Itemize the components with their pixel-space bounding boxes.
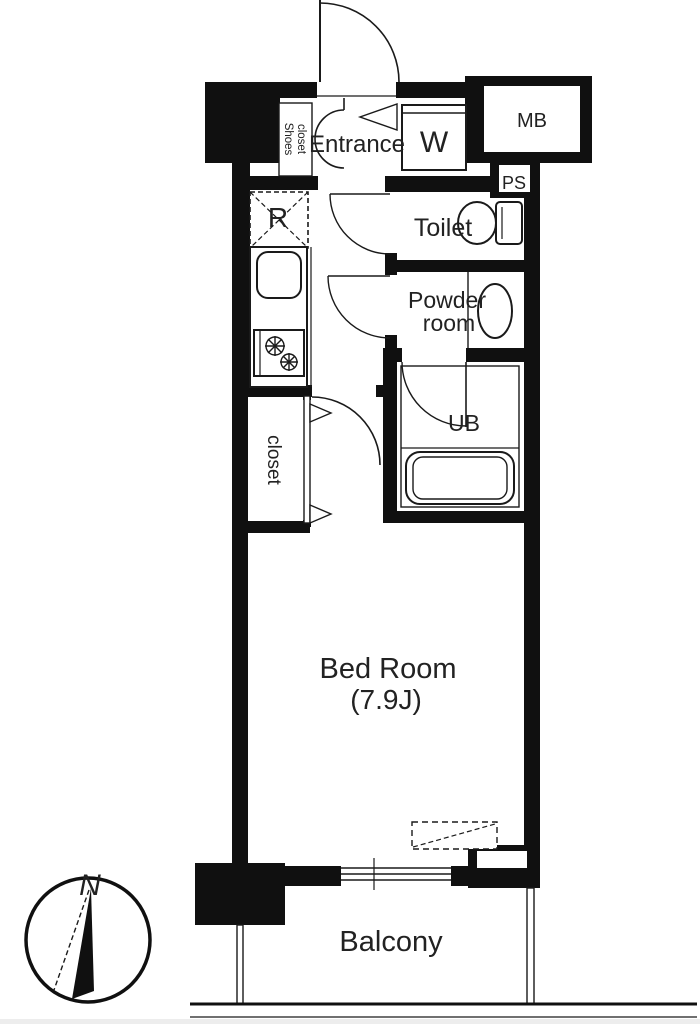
label-unit-bath: UB: [448, 410, 480, 436]
wall: [232, 388, 248, 868]
bathtub-inner-line: [413, 457, 507, 499]
closet-folding-door-marker: [310, 404, 331, 422]
wall: [205, 82, 280, 163]
wall: [376, 385, 397, 397]
label-balcony: Balcony: [339, 926, 443, 958]
bedroom-door-swing-arc: [312, 397, 380, 465]
burner-icon: [265, 336, 285, 356]
wall: [271, 82, 317, 98]
label-entrance: Entrance: [308, 131, 406, 158]
wall: [396, 82, 470, 98]
balcony-left-wall: [237, 925, 243, 1004]
bathtub-icon: [406, 452, 514, 504]
label-shoes-closet-line2: closet: [295, 123, 307, 155]
unit-bath-inner-border: [401, 366, 519, 507]
closet-folding-door-marker: [310, 505, 331, 523]
toilet-tank-icon: [496, 202, 522, 244]
entrance-step-marker: [360, 104, 397, 130]
compass-north-label: N: [79, 869, 101, 902]
wall-right: [524, 196, 540, 868]
walls: [195, 76, 592, 925]
wall: [248, 866, 341, 886]
wall: [248, 521, 310, 533]
label-washer: W: [419, 126, 449, 159]
doors: [312, 194, 390, 465]
wall: [383, 511, 524, 523]
entrance-door-swing-arc: [320, 3, 399, 82]
kitchen-counter: [250, 247, 307, 387]
wall: [466, 348, 524, 362]
wall: [385, 335, 397, 362]
wall: [250, 176, 318, 190]
window-opening: [341, 863, 451, 887]
balcony-partition-slot: [477, 851, 527, 868]
powder-door-swing-arc: [328, 276, 390, 338]
label-shoes-closet-line1: Shoes: [282, 122, 294, 156]
label-toilet: Toilet: [413, 214, 473, 242]
wall: [232, 163, 250, 388]
label-closet: closet: [263, 435, 284, 485]
label-bedroom-line2: (7.9J): [350, 684, 422, 715]
closet-area: [304, 396, 331, 523]
label-powder-line2: room: [422, 310, 476, 336]
label-bedroom-line1: Bed Room: [319, 653, 457, 685]
image-bottom-edge: [0, 1019, 700, 1024]
closet-wall-double-line: [304, 396, 310, 523]
label-pipe-space: PS: [501, 173, 527, 193]
toilet-door-swing-arc: [330, 194, 390, 254]
label-meter-box: MB: [517, 110, 547, 132]
balcony-right-wall: [527, 888, 534, 1004]
compass: [26, 869, 150, 1002]
wall: [385, 176, 492, 192]
north-needle-icon: [72, 888, 94, 999]
label-refrigerator: R: [267, 202, 289, 233]
wall: [385, 253, 397, 275]
wall: [390, 260, 524, 272]
label-powder-line1: Powder: [408, 287, 486, 313]
